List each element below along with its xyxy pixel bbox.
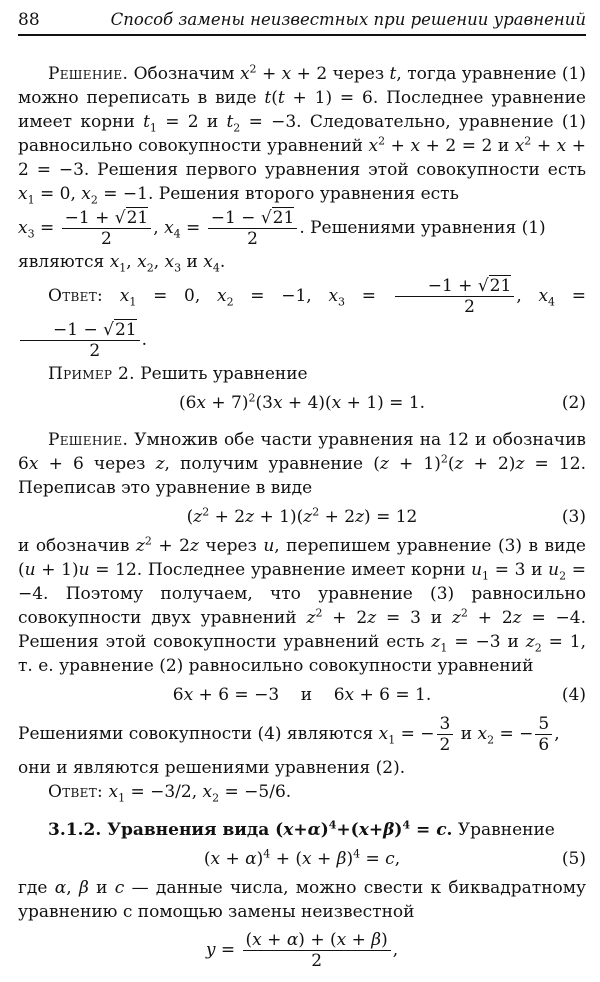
- substitution-equation: y = $\frac{(x + \alpha) + (x + \beta)}{2}$ ,: [205, 930, 399, 971]
- solution-label: Решение.: [48, 430, 129, 450]
- solution-paragraph-3: и обозначив $z^2 + 2z$ через u, перепишем уравнение (3) в виде (u + 1)u = 12. Последнее уравнение имеет корни $u_1 = 3$ и $u_2 = -4$. Поэтому получаем, что уравнение (3) равносильно совокупности двух уравнений $z^2 + 2z = 3$ и $z^2 + 2z = -4$. Решения этой совокупности уравнений есть $z_1 = -3$ и $z_2 = 1$, т. е. уравнение (2) равносильно совокупности уравнений: [18, 534, 586, 676]
- solution-paragraph-1: Решение. Обозначим $x^2 + x + 2$ через t, тогда уравнение (1) можно переписать в виде t(t + 1) = 6. Последнее уравнение имеет корни $t_1 = 2$ и $t_2 = -3$. Следовательно, уравнение (1) равносильно совокупности уравнений $x^2 + x + 2 = 2$ и $x^2 + x + 2 = -3$. Решения первого уравнения этой совокупности есть $x_1 = 0$, $x_2 = -1$. Решения второго уравнения есть: [18, 62, 586, 207]
- answer-1: Ответ: $x_1 = 0$, $x_2 = -1$, $x_3$ = $\frac{-1 + √21}{2}$ , $x_4$ = $\frac{-1 - √21}{2}$ .: [18, 274, 586, 362]
- equation-2: $(6x + 7)^2(3x + 4)(x + 1) = 1$. (2): [18, 386, 586, 420]
- equation-4: 6x + 6 = −3 и 6x + 6 = 1. (4): [18, 678, 586, 712]
- equation-number: (3): [561, 507, 586, 527]
- answer-2: Ответ: $x_1 = -3/2$, $x_2 = -5/6$.: [48, 782, 292, 805]
- example-2: Пример 2. Решить уравнение: [48, 364, 308, 384]
- equation-number: (4): [561, 685, 586, 705]
- page-number: 88: [18, 10, 40, 30]
- solution-paragraph-4-end: они и являются решениями уравнения (2).: [18, 758, 406, 778]
- answer-label: Ответ:: [48, 782, 104, 802]
- solution-label: Решение.: [48, 64, 129, 84]
- solution-paragraph-1-end: являются $x_1$, $x_2$, $x_3$ и $x_4$.: [18, 252, 226, 275]
- solution-paragraph-2: Решение. Умножив обе части уравнения на 12 и обозначив 6x + 6 через z, получим уравнение $(z + 1)^2(z + 2)z = 12$. Переписав это уравнение в виде: [18, 430, 586, 498]
- section-paragraph: где α, β и c — данные числа, можно свести к биквадратному уравнению с помощью замены неизвестной: [18, 878, 586, 922]
- equation-5: $(x + \alpha)^4 + (x + \beta)^4 = c$, (5): [18, 842, 586, 876]
- solution-paragraph-1-fractions: $x_3$ = $\frac{-1 + √21}{2}$ , $x_4$ = $\frac{-1 - √21}{2}$ . Решениями уравнения (1): [18, 208, 546, 249]
- solution-paragraph-4: Решениями совокупности (4) являются $x_1$ = − $\frac{3}{2}$ и $x_2$ = − $\frac{5}{6}$ ,: [18, 714, 560, 755]
- example-label: Пример 2.: [48, 364, 135, 384]
- running-title: Способ замены неизвестных при решении уравнений: [110, 10, 586, 29]
- page-body: [18, 62, 586, 976]
- answer-label: Ответ:: [48, 286, 104, 306]
- page-header: [18, 6, 586, 36]
- equation-number: (5): [561, 849, 586, 869]
- equation-number: (2): [561, 393, 586, 413]
- section-3-1-2: 3.1.2. Уравнения вида $(x+\alpha)^4+(x+\beta)^4 = c$. Уравнение: [48, 818, 555, 840]
- section-heading: 3.1.2. Уравнения вида $(x+\alpha)^4+(x+\beta)^4 = c$.: [48, 818, 453, 840]
- equation-3: $(z^2 + 2z + 1)(z^2 + 2z) = 12$ (3): [18, 500, 586, 534]
